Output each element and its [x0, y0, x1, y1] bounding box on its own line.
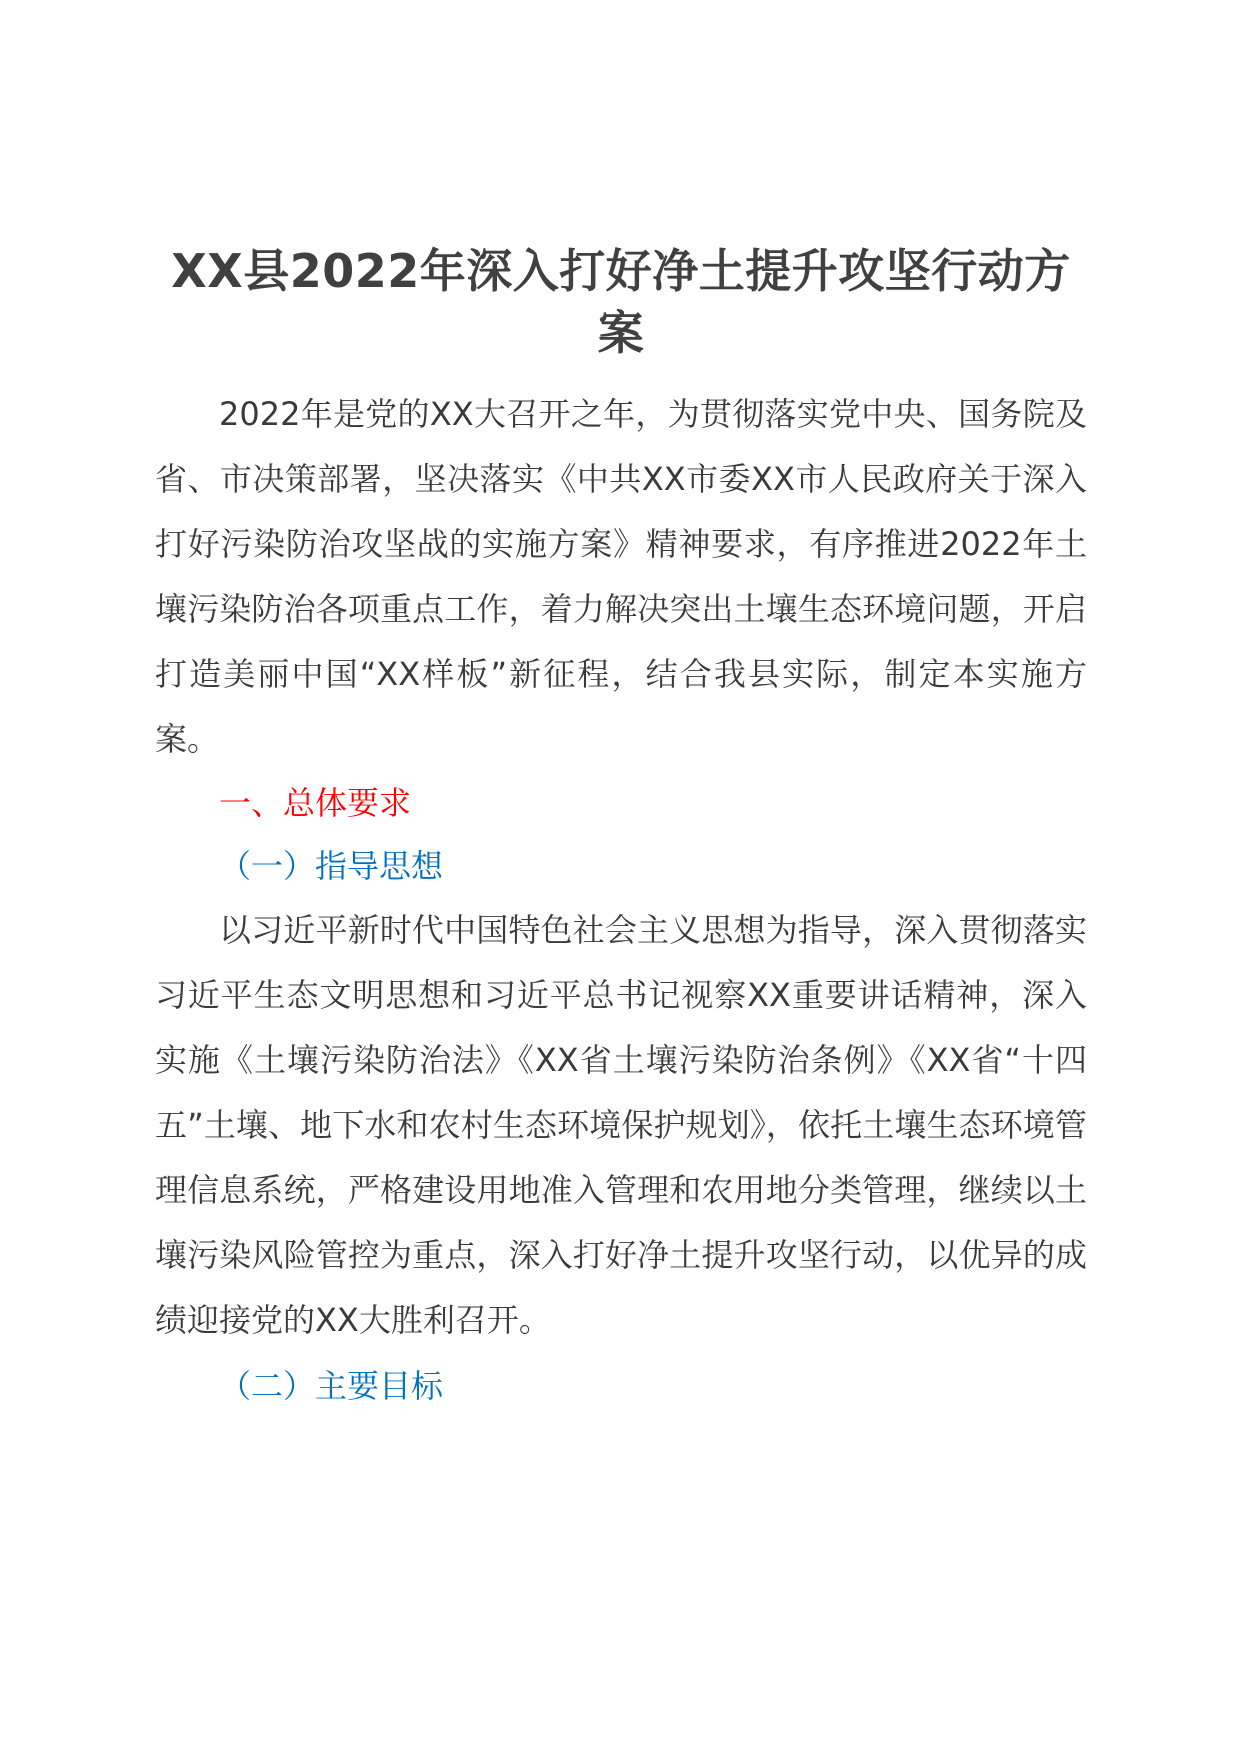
document-title: XX县2022年深入打好净土提升攻坚行动方案 [171, 244, 1071, 360]
intro-paragraph: 2022年是党的XX大召开之年，为贯彻落实党中央、国务院及省、市决策部署，坚决落实《中共XX市委XX市人民政府关于深入打好污染防治攻坚战的实施方案》精神要求，有序推进2022年土壤污染防治各项重点工作，着力解决突出土壤生态环境问题，开启打造美丽中国“XX样板”新征程，结合我县实际，制定本实施方案。 [155, 395, 1087, 758]
subsection-heading-guiding-ideology: （一）指导思想 [219, 847, 444, 885]
guiding-ideology-paragraph: 以习近平新时代中国特色社会主义思想为指导，深入贯彻落实习近平生态文明思想和习近平总书记视察XX重要讲话精神，深入实施《土壤污染防治法》《XX省土壤污染防治条例》《XX省“十四五”土壤、地下水和农村生态环境保护规划》，依托土壤生态环境管理信息系统，严格建设用地准入管理和农用地分类管理，继续以土壤污染风险管控为重点，深入打好净土提升攻坚行动，以优异的成绩迎接党的XX大胜利召开。 [155, 911, 1087, 1339]
subsection-heading-main-goals: （二）主要目标 [219, 1367, 444, 1405]
section-heading-overall-requirements: 一、总体要求 [219, 784, 412, 822]
